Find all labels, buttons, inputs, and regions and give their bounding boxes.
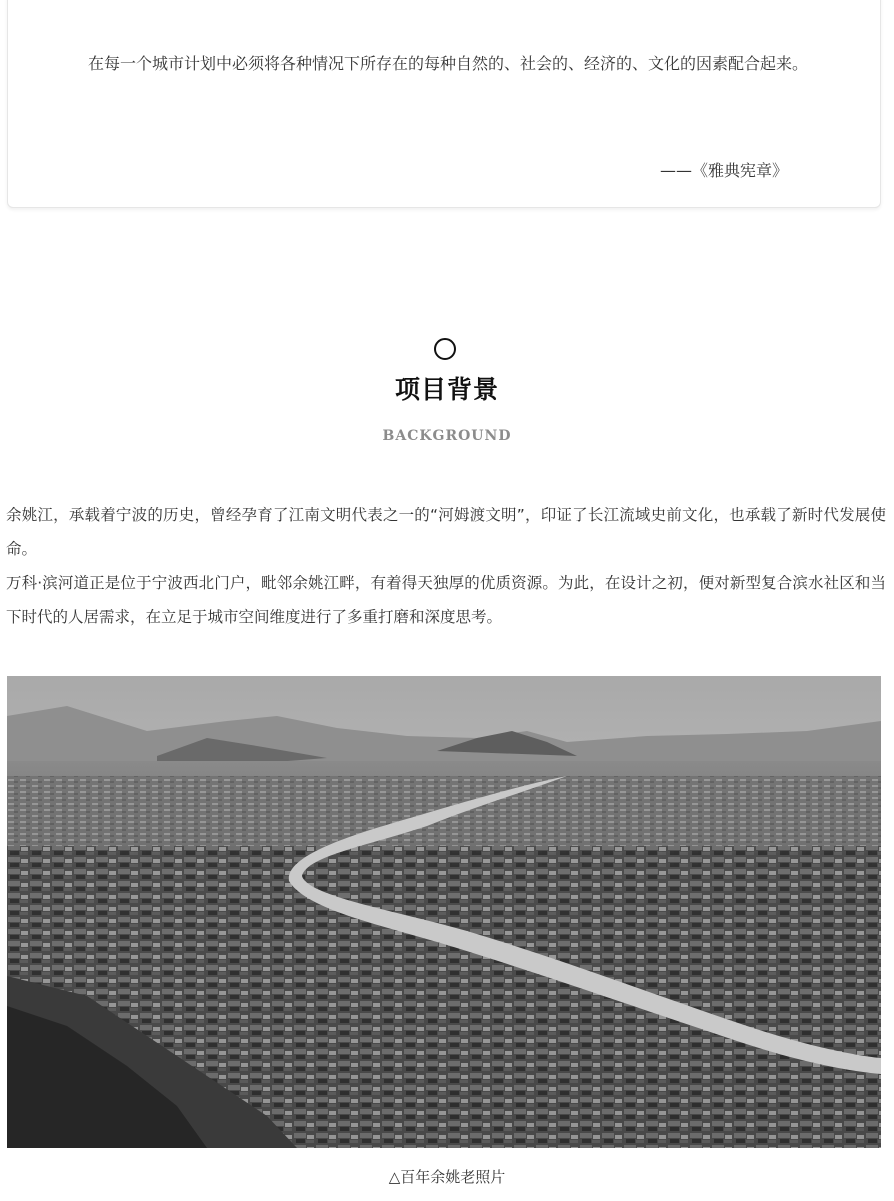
photo-caption: △百年余姚老照片	[388, 1168, 506, 1186]
quote-source: ——《雅典宪章》	[659, 161, 788, 180]
quote-card	[7, 0, 881, 208]
old-city-photo	[7, 676, 881, 1148]
body-text	[6, 498, 886, 634]
body-paragraph-2: 万科·滨河道正是位于宁波西北门户，毗邻余姚江畔，有着得天独厚的优质资源。为此，在设计之初，便对新型复合滨水社区和当下时代的人居需求，在立足于城市空间维度进行了多重打磨和深度思考。	[6, 574, 886, 626]
body-paragraph-1: 余姚江，承载着宁波的历史，曾经孕育了江南文明代表之一的“河姆渡文明”，印证了长江流域史前文化，也承载了新时代发展使命。	[6, 506, 886, 558]
old-city-photo-illustration	[7, 676, 881, 1148]
quote-text: 在每一个城市计划中必须将各种情况下所存在的每种自然的、社会的、经济的、文化的因素配合起来。	[88, 54, 809, 73]
section-title: 项目背景	[394, 375, 499, 404]
circle-icon	[434, 338, 456, 360]
section-subtitle: BACKGROUND	[382, 428, 512, 444]
